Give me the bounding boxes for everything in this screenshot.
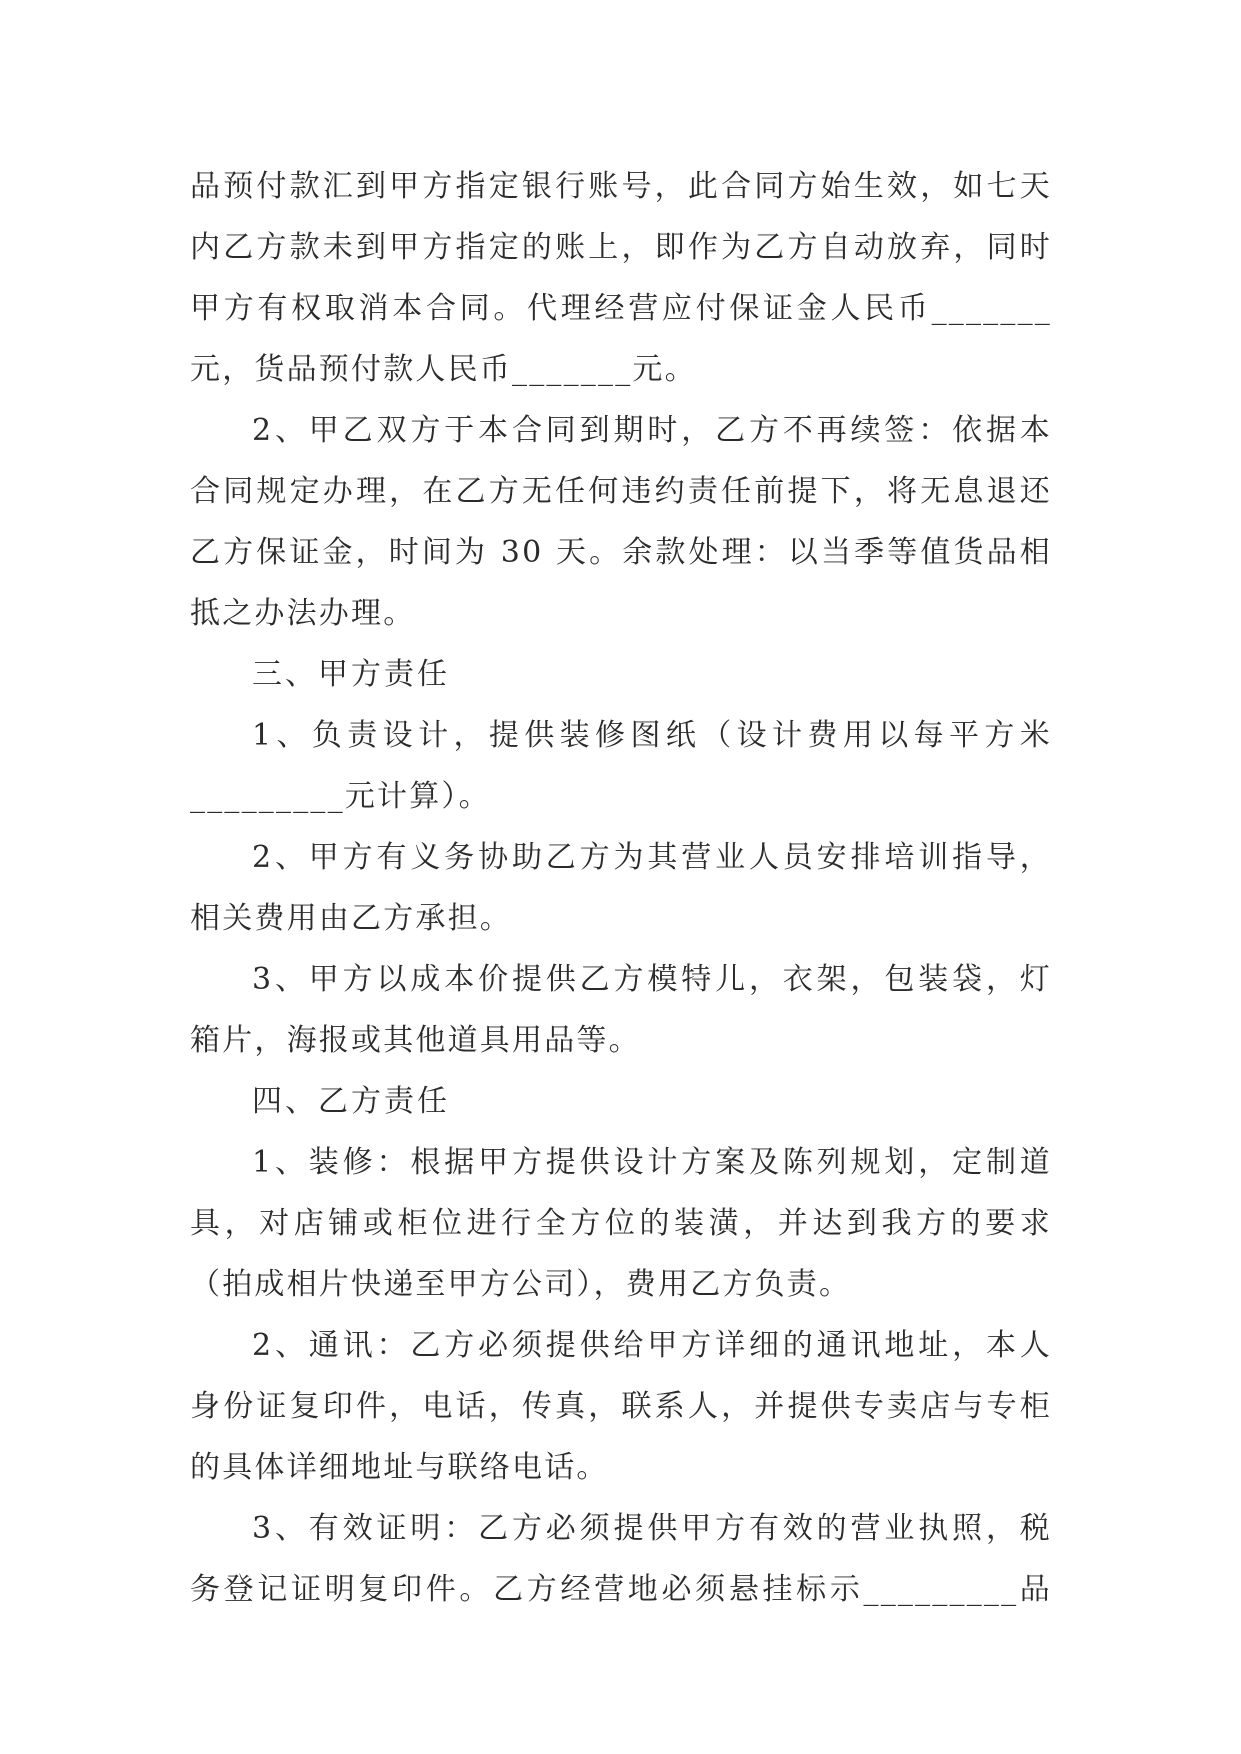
clause-a1-design (190, 705, 1052, 827)
document-body (190, 156, 1052, 1620)
text-line: 品预付款汇到甲方指定银行账号，此合同方始生效，如七天 (190, 169, 1052, 204)
clause-b1-decoration (190, 1132, 1052, 1315)
text-line: _________元计算）。 (190, 779, 491, 814)
clause-a3-supplies (190, 949, 1052, 1071)
text-line: 元，货品预付款人民币_______元。 (190, 352, 697, 387)
text-line: 务登记证明复印件。乙方经营地必须悬挂标示_________品 (190, 1572, 1052, 1607)
text-line: 合同规定办理，在乙方无任何违约责任前提下，将无息退还 (190, 474, 1052, 509)
text-line: 具，对店铺或柜位进行全方位的装潢，并达到我方的要求 (190, 1206, 1052, 1241)
text-line: 2、通讯：乙方必须提供给甲方详细的通讯地址，本人 (252, 1328, 1052, 1363)
section-heading-party-b (190, 1071, 1052, 1132)
text-line: 2、甲方有义务协助乙方为其营业人员安排培训指导， (252, 840, 1052, 875)
text-line: 2、甲乙双方于本合同到期时，乙方不再续签：依据本 (252, 413, 1052, 448)
clause-b2-communication (190, 1315, 1052, 1498)
text-line: 相关费用由乙方承担。 (190, 901, 512, 936)
text-line: 内乙方款未到甲方指定的账上，即作为乙方自动放弃，同时 (190, 230, 1052, 265)
text-line: 箱片，海报或其他道具用品等。 (190, 1023, 641, 1058)
text-line: （拍成相片快递至甲方公司），费用乙方负责。 (190, 1267, 852, 1302)
section-heading-party-a (190, 644, 1052, 705)
paragraph-payment-terms (190, 156, 1052, 400)
text-line: 抵之办法办理。 (190, 596, 416, 631)
section-heading: 三、甲方责任 (252, 657, 450, 692)
text-line: 1、负责设计，提供装修图纸（设计费用以每平方米 (252, 718, 1052, 753)
text-line: 甲方有权取消本合同。代理经营应付保证金人民币_______ (190, 291, 1052, 326)
text-line: 1、装修：根据甲方提供设计方案及陈列规划，定制道 (252, 1145, 1052, 1180)
text-line: 3、甲方以成本价提供乙方模特儿，衣架，包装袋，灯 (252, 962, 1052, 997)
clause-2-contract-expiry (190, 400, 1052, 644)
text-line: 乙方保证金，时间为 30 天。余款处理：以当季等值货品相 (190, 535, 1052, 570)
text-line: 的具体详细地址与联络电话。 (190, 1450, 609, 1485)
text-line: 3、有效证明：乙方必须提供甲方有效的营业执照，税 (252, 1511, 1052, 1546)
section-heading: 四、乙方责任 (252, 1084, 450, 1119)
clause-a2-training (190, 827, 1052, 949)
clause-b3-certificates (190, 1498, 1052, 1620)
text-line: 身份证复印件，电话，传真，联系人，并提供专卖店与专柜 (190, 1389, 1052, 1424)
